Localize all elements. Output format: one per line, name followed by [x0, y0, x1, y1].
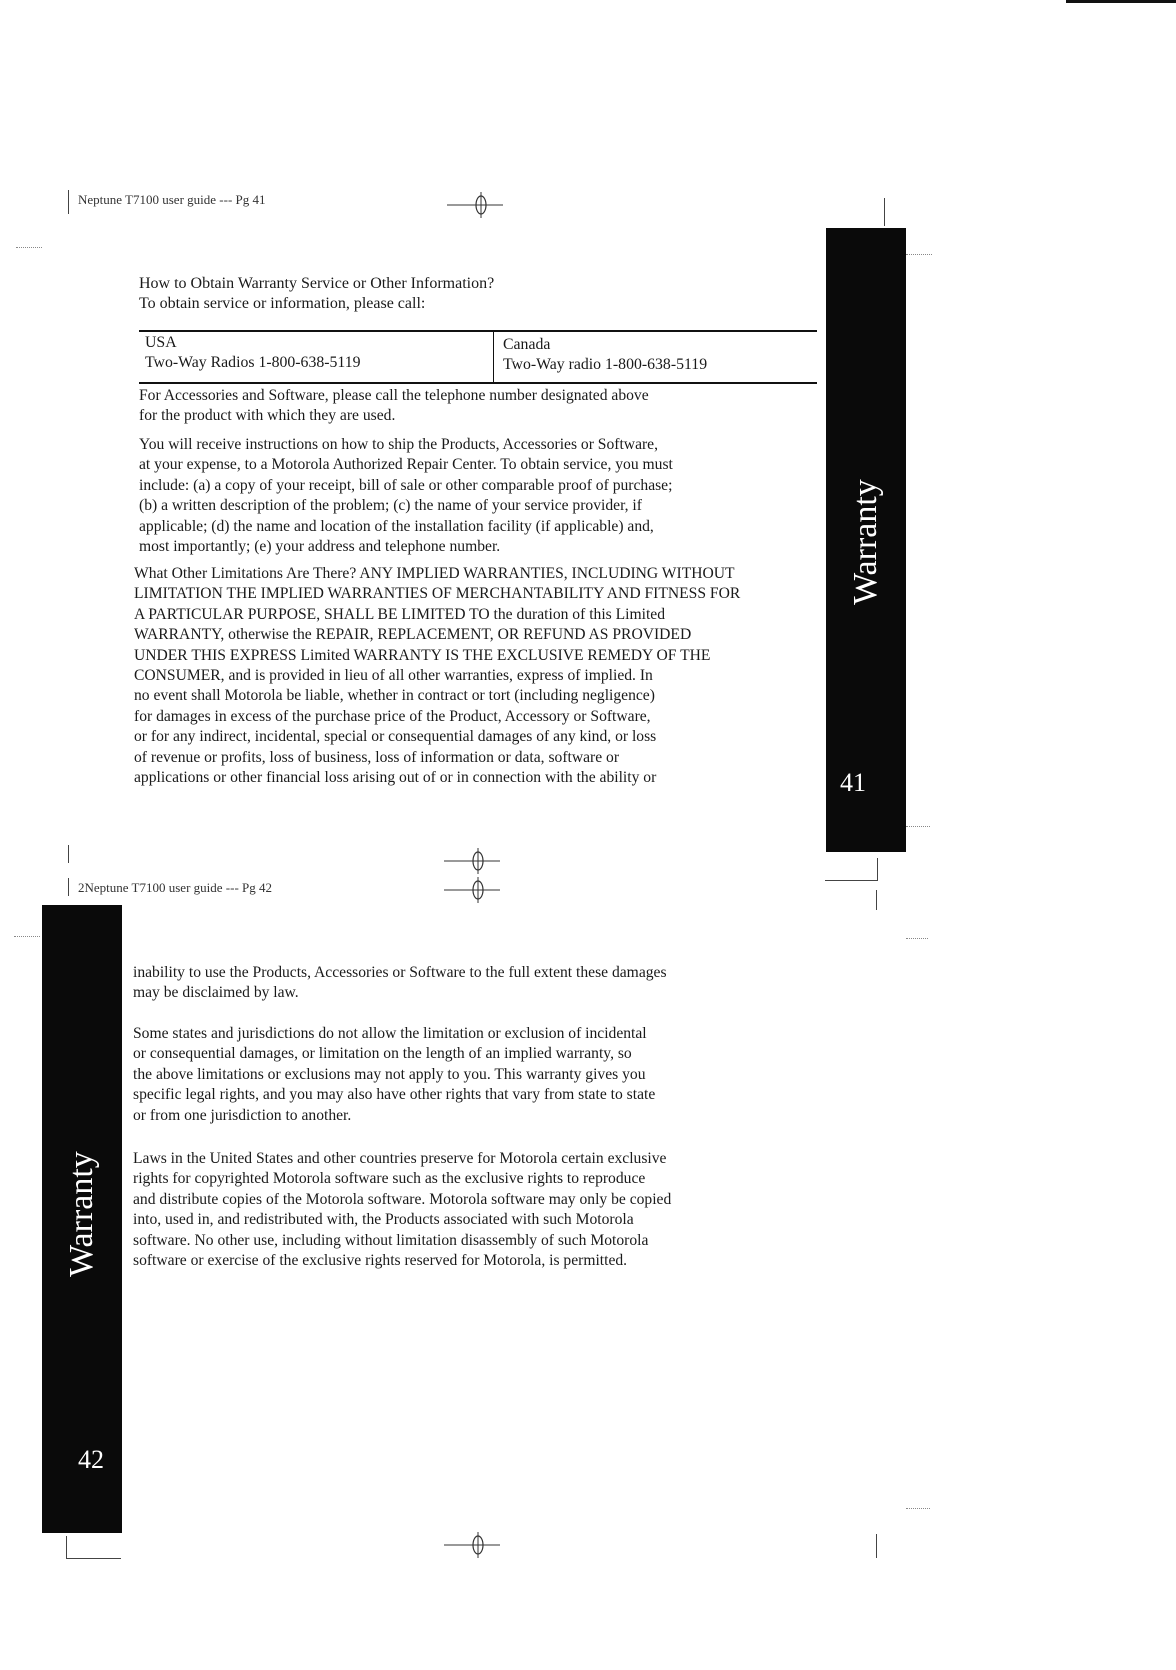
text-line: What Other Limitations Are There? ANY IMPLIED WARRANTIES, INCLUDING WITHOUT [134, 565, 735, 582]
page-41-paragraph-accessories [139, 386, 819, 427]
text-line: or for any indirect, incidental, special or consequential damages of any kind, or loss [134, 728, 657, 746]
registration-mark-icon [444, 848, 504, 874]
contact-usa-country: USA [145, 334, 177, 351]
page-42-paragraph-software [133, 1149, 823, 1271]
page-42-paragraph-states [133, 1024, 823, 1126]
crop-bracket-right [825, 858, 878, 881]
crop-dash-right-mid [906, 826, 930, 827]
text-line: applicable; (d) the name and location of the installation facility (if applicable) and, [139, 517, 654, 535]
text-line: for damages in excess of the purchase price of the Product, Accessory or Software, [134, 707, 651, 725]
section-tab-label: Warranty [847, 479, 884, 605]
text-line: or from one jurisdiction to another. [133, 1106, 352, 1124]
text-line: For Accessories and Software, please call the telephone number designated above [139, 387, 649, 404]
page-42-header: 2Neptune T7100 user guide --- Pg 42 [78, 880, 273, 895]
text-line: of revenue or profits, loss of business, loss of information or data, software or [134, 748, 620, 766]
crop-bracket-left-bottom [66, 1536, 121, 1559]
text-line: no event shall Motorola be liable, whether in contract or tort (including negligence) [134, 687, 655, 705]
text-line: WARRANTY, otherwise the REPAIR, REPLACEMENT, OR REFUND AS PROVIDED [134, 626, 692, 644]
crop-line-left-mid2 [68, 878, 69, 896]
text-line: UNDER THIS EXPRESS Limited WARRANTY IS THE EXCLUSIVE REMEDY OF THE [134, 646, 711, 664]
crop-dash-left-mid [14, 936, 40, 937]
contact-canada [503, 334, 813, 384]
text-line: (b) a written description of the problem; (c) the name of your service provider, if [139, 497, 642, 515]
crop-line-right-mid [876, 890, 877, 910]
page-42-paragraph-inability [133, 963, 823, 1004]
crop-line-right-top [884, 198, 885, 226]
crop-line-right-bottom [876, 1534, 877, 1558]
page-number: 41 [840, 768, 866, 797]
text-line: A PARTICULAR PURPOSE, SHALL BE LIMITED TO the duration of this Limited [134, 605, 665, 623]
text-line: applications or other financial loss arising out of or in connection with the ability or [134, 769, 657, 787]
text-line: You will receive instructions on how to ship the Products, Accessories or Software, [139, 436, 659, 453]
registration-mark-icon [444, 877, 504, 903]
warranty-service-subheading: To obtain service or information, please call: [139, 295, 426, 312]
registration-mark-icon [444, 1532, 504, 1558]
header-tick-41 [68, 190, 69, 214]
section-tab-label: Warranty [63, 1151, 100, 1277]
text-line: software. No other use, including without limitation disassembly of such Motorola [133, 1231, 649, 1249]
text-line: specific legal rights, and you may also have other rights that vary from state to state [133, 1086, 656, 1104]
registration-mark-icon [447, 192, 507, 218]
text-line: inability to use the Products, Accessories or Software to the full extent these damages [133, 964, 667, 981]
text-line: rights for copyrighted Motorola software such as the exclusive rights to reproduce [133, 1170, 646, 1188]
text-line: most importantly; (e) your address and telephone number. [139, 538, 501, 556]
crop-dash-right-low [906, 938, 928, 939]
page-41-header: Neptune T7100 user guide --- Pg 41 [78, 192, 266, 207]
contact-usa-line: Two-Way Radios 1-800-638-5119 [145, 354, 361, 371]
text-line: or consequential damages, or limitation on the length of an implied warranty, so [133, 1045, 632, 1063]
text-line: include: (a) a copy of your receipt, bill of sale or other comparable proof of purchase; [139, 476, 673, 494]
text-line: at your expense, to a Motorola Authorized Repair Center. To obtain service, you must [139, 456, 673, 474]
section-tab-left [42, 905, 122, 1533]
contact-table-divider [493, 332, 494, 382]
text-line: into, used in, and redistributed with, the Products associated with such Motorola [133, 1211, 634, 1229]
page-number: 42 [78, 1445, 104, 1474]
page-41-paragraph-limitations [134, 564, 824, 788]
text-line: Some states and jurisdictions do not allow the limitation or exclusion of incidental [133, 1025, 647, 1042]
page-41-paragraph-shipping [139, 435, 819, 557]
warranty-service-heading: How to Obtain Warranty Service or Other Information? [139, 275, 495, 292]
text-line: Laws in the United States and other countries preserve for Motorola certain exclusive [133, 1150, 667, 1167]
contact-canada-country: Canada [503, 336, 551, 353]
text-line: the above limitations or exclusions may not apply to you. This warranty gives you [133, 1065, 646, 1083]
contact-table [139, 330, 817, 384]
text-line: for the product with which they are used. [139, 407, 396, 425]
page-41-title-block [139, 274, 839, 314]
text-line: and distribute copies of the Motorola software. Motorola software may only be copied [133, 1190, 672, 1208]
contact-usa [145, 332, 485, 382]
contact-canada-line: Two-Way radio 1-800-638-5119 [503, 356, 708, 373]
text-line: may be disclaimed by law. [133, 984, 299, 1002]
text-line: CONSUMER, and is provided in lieu of all other warranties, express of implied. In [134, 667, 653, 685]
top-right-rule [1066, 0, 1176, 3]
crop-dash-left-top [16, 247, 42, 248]
crop-dash-right-top [906, 254, 932, 255]
crop-line-left-mid [68, 845, 69, 863]
text-line: software or exercise of the exclusive rights reserved for Motorola, is permitted. [133, 1252, 628, 1270]
text-line: LIMITATION THE IMPLIED WARRANTIES OF MERCHANTABILITY AND FITNESS FOR [134, 585, 741, 603]
section-tab-right [826, 228, 906, 852]
crop-dash-right-bottom [906, 1508, 930, 1509]
